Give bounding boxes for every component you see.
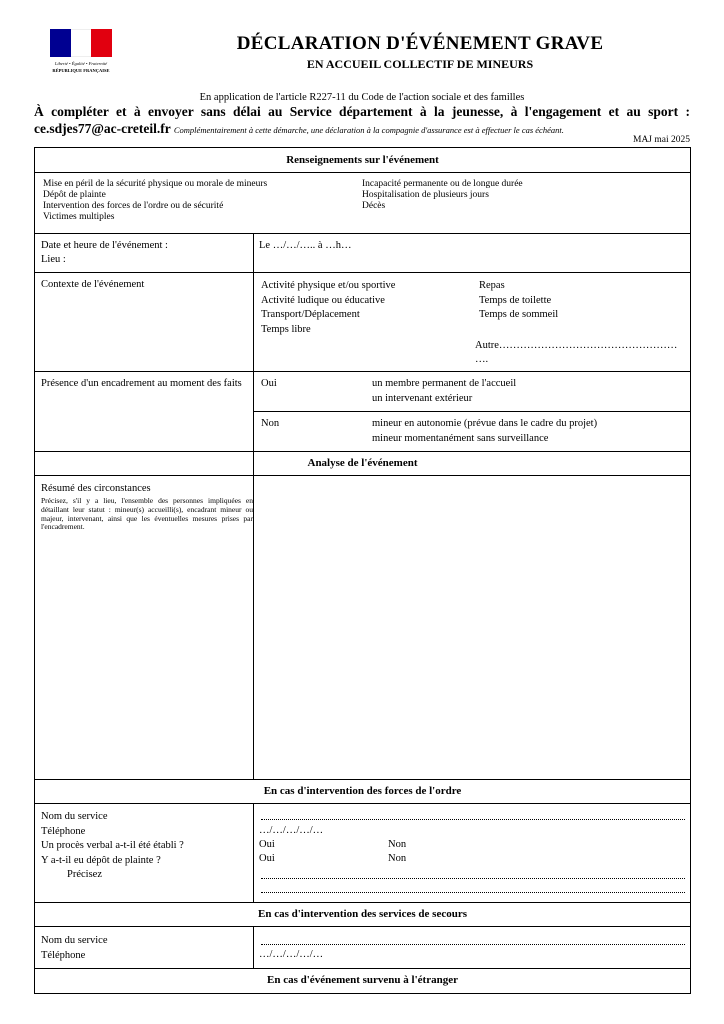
context-option[interactable]: Activité ludique ou éducative (261, 294, 385, 306)
declaration-form (34, 147, 691, 994)
police-labels (41, 810, 184, 883)
context-options-col2 (479, 279, 558, 323)
rescue-service-label: Nom du service (41, 935, 108, 946)
context-option[interactable]: Temps de toilette (479, 294, 552, 306)
document-subtitle: EN ACCUEIL COLLECTIF DE MINEURS (306, 57, 534, 71)
context-option[interactable]: Temps de sommeil (479, 309, 559, 320)
police-phone-field[interactable]: …/…/…/…/… (259, 825, 324, 836)
place-label: Lieu : (41, 254, 66, 265)
supervision-label: Présence d'un encadrement au moment des faits (41, 378, 242, 389)
supervision-option[interactable]: un membre permanent de l'accueil (372, 378, 517, 389)
event-type-item[interactable]: Dépôt de plainte (43, 190, 106, 200)
rescue-phone-label: Téléphone (41, 949, 86, 961)
context-option[interactable]: Temps libre (261, 323, 311, 335)
event-type-item[interactable]: Incapacité permanente ou de longue durée (362, 179, 523, 189)
event-type-item[interactable]: Intervention des forces de l'ordre ou de sécurité (43, 201, 224, 211)
supervision-yes[interactable]: Oui (261, 378, 277, 389)
police-phone-label: Téléphone (41, 825, 86, 837)
police-report-no[interactable]: Non (388, 839, 407, 850)
marianne-flag-icon (50, 29, 112, 57)
police-complaint-yes[interactable]: Oui (259, 853, 275, 864)
police-complaint-no[interactable]: Non (388, 853, 407, 864)
context-option[interactable]: Repas (479, 280, 505, 291)
section-event-analysis: Analyse de l'événement (307, 457, 418, 469)
date-label: Date et heure de l'événement : (41, 240, 168, 251)
section-event-info: Renseignements sur l'événement (286, 154, 439, 166)
rescue-phone-field[interactable]: …/…/…/…/… (259, 949, 324, 960)
event-type-item[interactable]: Mise en péril de la sécurité physique ou morale de mineurs (43, 179, 268, 189)
supervision-option[interactable]: mineur en autonomie (prévue dans le cadre du projet) (372, 418, 598, 429)
section-rescue: En cas d'intervention des services de secours (258, 908, 467, 920)
police-specify-field[interactable] (261, 878, 685, 879)
section-police: En cas d'intervention des forces de l'ordre (263, 785, 462, 797)
rescue-service-field[interactable] (261, 944, 685, 945)
section-abroad: En cas d'événement survenu à l'étranger (267, 974, 458, 986)
event-type-item[interactable]: Victimes multiples (43, 212, 115, 222)
document-title: DÉCLARATION D'ÉVÉNEMENT GRAVE (236, 33, 604, 54)
event-type-list-left (43, 179, 267, 223)
logo-republic: RÉPUBLIQUE FRANÇAISE (52, 68, 110, 73)
republic-logo (42, 25, 120, 79)
contact-line (34, 121, 690, 137)
rescue-labels (41, 934, 107, 963)
event-type-item[interactable]: Hospitalisation de plusieurs jours (362, 190, 489, 200)
summary-textarea[interactable] (255, 477, 687, 777)
context-option[interactable]: Transport/Déplacement (261, 309, 360, 320)
supervision-yes-options (372, 377, 516, 406)
date-time-field[interactable]: Le …/…/….. à …h… (259, 240, 352, 251)
context-options-col1 (261, 279, 395, 337)
event-type-list-right (362, 179, 523, 212)
contact-email[interactable]: ce.sdjes77@ac-creteil.fr (34, 121, 171, 136)
supervision-no-options (372, 417, 597, 446)
context-label: Contexte de l'événement (41, 279, 145, 290)
send-instruction: À compléter et à envoyer sans délai au Service département à la jeunesse, à l'engagement et au sport : (34, 104, 690, 119)
legal-reference: En application de l'article R227-11 du Code de l'action sociale et des familles (199, 92, 525, 103)
supervision-option[interactable]: un intervenant extérieur (372, 392, 473, 404)
logo-motto: Liberté • Égalité • Fraternité (54, 61, 108, 66)
context-other-continuation: …. (475, 354, 489, 365)
police-service-label: Nom du service (41, 811, 108, 822)
update-date: MAJ mai 2025 (633, 135, 690, 145)
event-type-item[interactable]: Décès (362, 201, 386, 211)
supervision-no[interactable]: Non (261, 418, 280, 429)
summary-label: Résumé des circonstances (41, 483, 151, 494)
police-specify-field[interactable] (261, 892, 685, 893)
police-specify-label: Précisez (67, 869, 102, 880)
supervision-option[interactable]: mineur momentanément sans surveillance (372, 432, 549, 444)
context-option[interactable]: Activité physique et/ou sportive (261, 280, 396, 291)
police-complaint-label: Y a-t-il eu dépôt de plainte ? (41, 854, 161, 866)
police-service-field[interactable] (261, 819, 685, 820)
summary-hint: Précisez, s'il y a lieu, l'ensemble des personnes impliquées en détaillant leur statut : mineur(s) accueilli(s), encadrant mineur ou majeur, intervenant, ainsi que les éventuelles mesures prises par l'encadrement. (41, 496, 253, 532)
context-other-field[interactable]: Autre…………………………………………… (475, 340, 678, 351)
insurance-note: Complémentairement à cette démarche, une déclaration à la compagnie d'assurance est à effectuer le cas échéant. (173, 125, 564, 135)
police-report-label: Un procès verbal a-t-il été établi ? (41, 840, 184, 851)
police-report-yes[interactable]: Oui (259, 839, 275, 850)
